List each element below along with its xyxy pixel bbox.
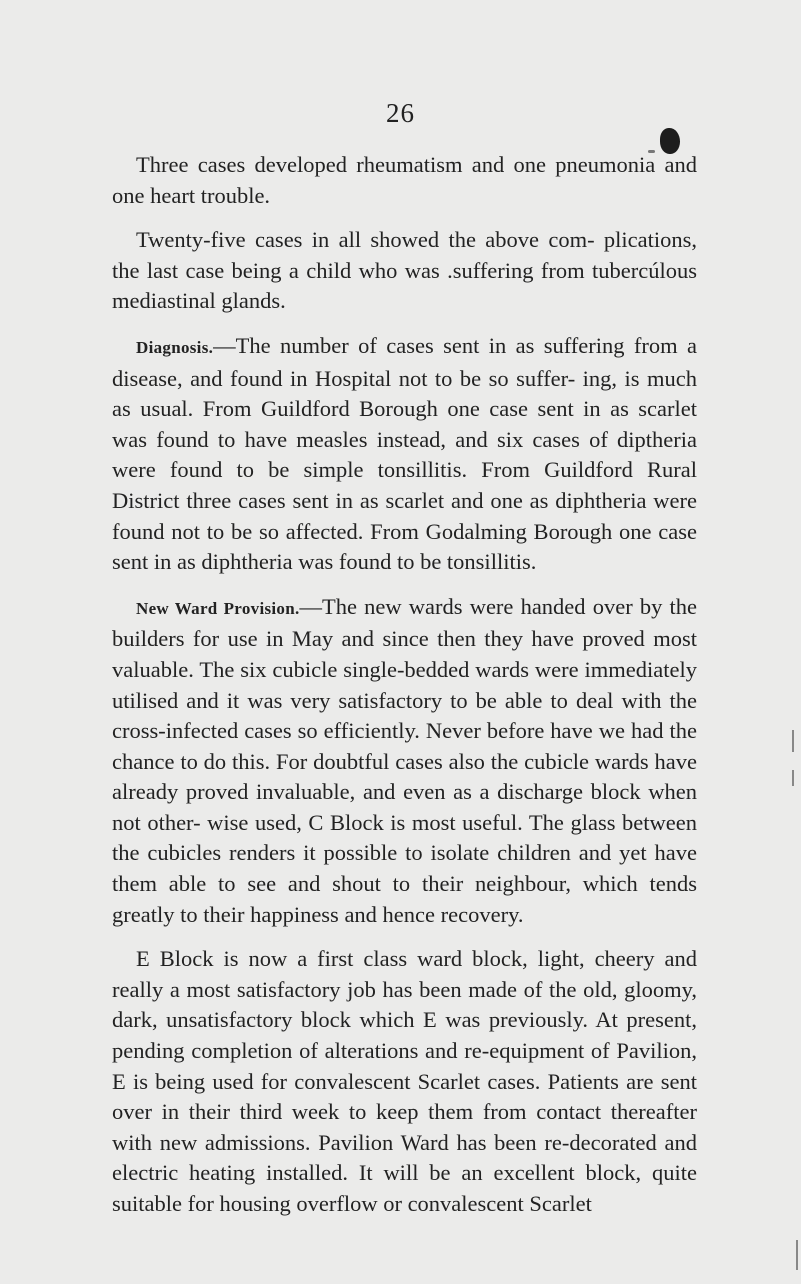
paragraph-text: Three cases developed rheumatism and one pneumonia and one heart trouble. — [112, 152, 697, 208]
section-heading: Diagnosis. — [136, 337, 214, 357]
margin-mark — [792, 770, 794, 786]
paragraph-text: —The number of cases sent in as suffering from a disease, and found in Hospital not to be so suffer- ing, is much as usual. From Guildford Borough one case sent in as scarlet was found to have measles instead, and six cases of diptheria were found to be simple tonsillitis. From Guildford Rural District three cases sent in as scarlet and one as diphtheria were found not to be so affected. From Godalming Borough one case sent in as diphtheria was found to be tonsillitis. — [112, 332, 697, 575]
paragraph-diagnosis — [112, 331, 697, 578]
page-number: 26 — [386, 98, 415, 128]
section-heading: New Ward Provision. — [136, 598, 300, 618]
paragraph-complications-2 — [112, 225, 697, 317]
paragraph-text: Twenty-five cases in all showed the above com- plications, the last case being a child who was .suffering from tubercúlous mediastinal glands. — [112, 227, 697, 314]
paragraph-text: —The new wards were handed over by the builders for use in May and since then they have proved most valuable. The six cubicle single-bedded wards were immediately utilised and it was very satisfactory to be able to deal with the cross-infected cases so efficiently. Never before have we had the chance to do this. For doubtful cases also the cubicle wards have already proved invaluable, and even as a discharge block when not other- wise used, C Block is most useful. The glass between the cubicles renders it possible to isolate children and yet have them able to see and shout to their neighbour, which tends greatly to their happiness and hence recovery. — [112, 593, 697, 927]
margin-mark — [792, 730, 794, 752]
paragraph-e-block — [112, 944, 697, 1219]
paragraph-new-ward — [112, 592, 697, 931]
body-text — [112, 150, 697, 1220]
paragraph-complications-1 — [112, 150, 697, 211]
paragraph-text: E Block is now a first class ward block, light, cheery and really a most satisfactory job has been made of the old, gloomy, dark, unsatisfactory block which E was previously. At present, pending completion of alterations and re-equipment of Pavilion, E is being used for convalescent Scarlet cases. Patients are sent over in their third week to keep them from contact thereafter with new admissions. Pavilion Ward has been re-decorated and electric heating installed. It will be an excellent block, quite suitable for housing overflow or convalescent Scarlet — [112, 946, 697, 1216]
margin-mark — [796, 1240, 798, 1270]
